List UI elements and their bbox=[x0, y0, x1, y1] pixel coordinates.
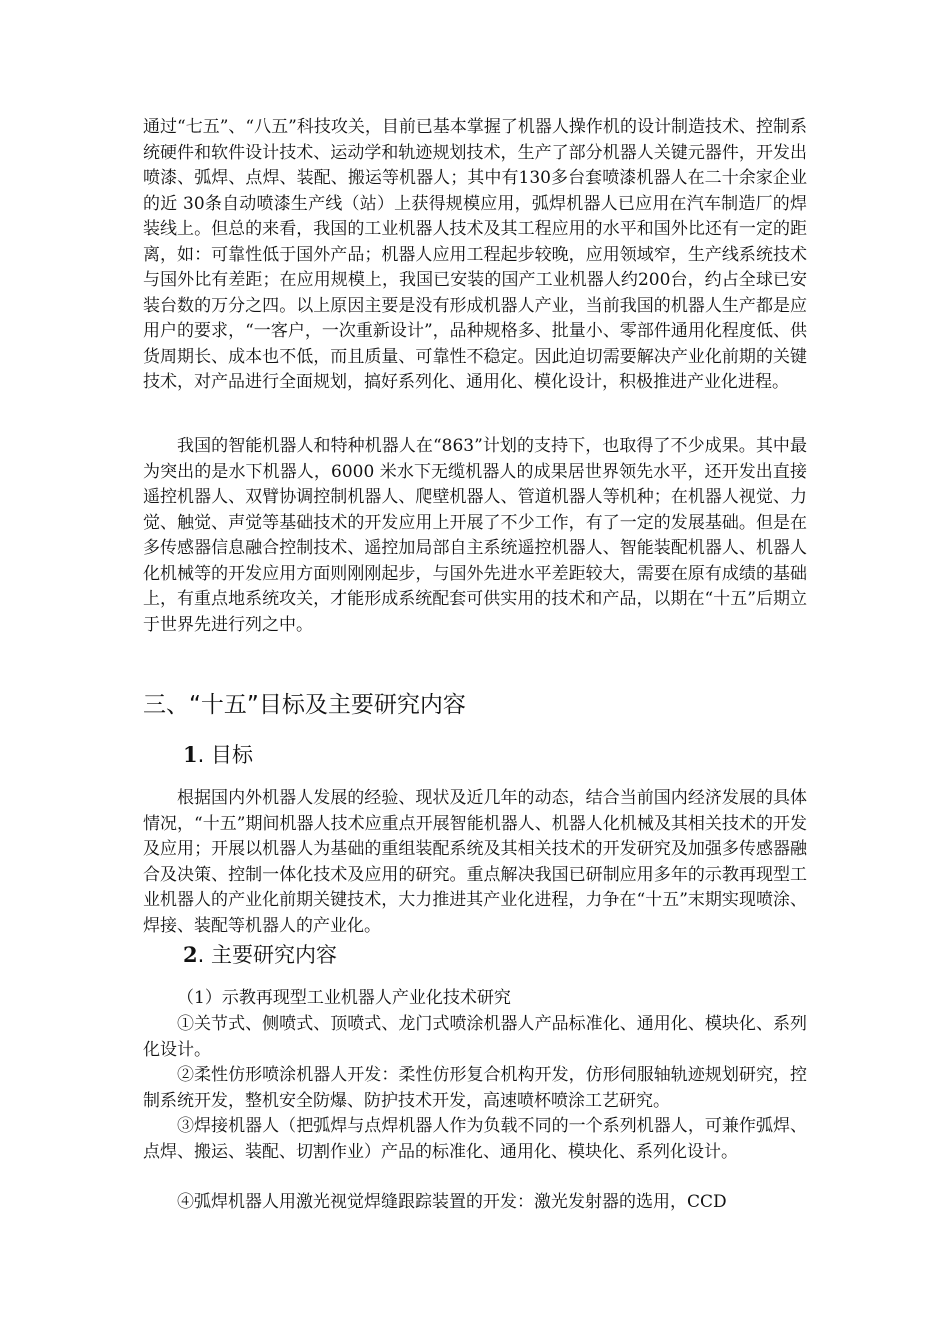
paragraph-industrial-robot-status: 通过“七五”、“八五”科技攻关，目前已基本掌握了机器人操作机的设计制造技术、控制系统硬件和软件设计技术、运动学和轨迹规划技术，生产了部分机器人关键元器件，开发出喷漆、弧焊、点焊、装配、搬运等机器人；其中有130多台套喷漆机器人在二十余家企业的近 30条自动喷漆生产线（站）上获得规模应用，弧焊机器人已应用在汽车制造厂的焊装线上。但总的来看，我国的工业机器人技术及其工程应用的水平和国外比还有一定的距离，如：可靠性低于国外产品；机器人应用工程起步较晚，应用领域窄，生产线系统技术与国外比有差距；在应用规模上，我国已安装的国产工业机器人约200台，约占全球已安装台数的万分之四。以上原因主要是没有形成机器人产业，当前我国的机器人生产都是应用户的要求，“一客户，一次重新设计”，品种规格多、批量小、零部件通用化程度低、供货周期长、成本也不低，而且质量、可靠性不稳定。因此迫切需要解决产业化前期的关键技术，对产品进行全面规划，搞好系列化、通用化、模化设计，积极推进产业化进程。 bbox=[143, 117, 807, 392]
list-item-flexible-spray-robot: ②柔性仿形喷涂机器人开发：柔性仿形复合机构开发，仿形伺服轴轨迹规划研究，控制系统开发，整机安全防爆、防护技术开发，高速喷杯喷涂工艺研究。 bbox=[143, 1065, 807, 1111]
list-item-laser-seam-tracking: ④弧焊机器人用激光视觉焊缝跟踪装置的开发：激光发射器的选用，CCD bbox=[177, 1192, 727, 1212]
subheading-main-research-text: . 主要研究内容 bbox=[197, 943, 337, 967]
list-title-teach-playback-robot: （1）示教再现型工业机器人产业化技术研究 bbox=[177, 988, 511, 1008]
paragraph-intelligent-robots: 我国的智能机器人和特种机器人在“863”计划的支持下，也取得了不少成果。其中最为突出的是水下机器人，6000 米水下无缆机器人的成果居世界领先水平，还开发出直接遥控机器人、双臂协调控制机器人、爬壁机器人、管道机器人等机种；在机器人视觉、力觉、触觉、声觉等基础技术的开发应用上开展了不少工作，有了一定的发展基础。但是在多传感器信息融合控制技术、遥控加局部自主系统遥控机器人、智能装配机器人、机器人化机械等的开发应用方面则刚刚起步，与国外先进水平差距较大，需要在原有成绩的基础上，有重点地系统攻关，才能形成系统配套可供实用的技术和产品，以期在“十五”后期立于世界先进行列之中。 bbox=[143, 436, 807, 635]
subheading-goals-number: 1 bbox=[183, 742, 198, 767]
list-item-spray-robot-standardization: ①关节式、侧喷式、顶喷式、龙门式喷涂机器人产品标准化、通用化、模块化、系列化设计。 bbox=[143, 1014, 807, 1060]
subheading-main-research-number: 2 bbox=[183, 942, 198, 967]
section-heading-goals-and-research: 三、“十五”目标及主要研究内容 bbox=[143, 692, 466, 718]
subheading-goals bbox=[183, 741, 253, 769]
subheading-goals-text: . 目标 bbox=[197, 743, 253, 767]
paragraph-goals: 根据国内外机器人发展的经验、现状及近几年的动态，结合当前国内经济发展的具体情况，“十五”期间机器人技术应重点开展智能机器人、机器人化机械及其相关技术的开发及应用；开展以机器人为基础的重组装配系统及其相关技术的开发研究及加强多传感器融合及决策、控制一体化技术及应用的研究。重点解决我国已研制应用多年的示教再现型工业机器人的产业化前期关键技术，大力推进其产业化进程，力争在“十五”末期实现喷涂、焊接、装配等机器人的产业化。 bbox=[143, 788, 807, 936]
list-item-welding-robot: ③焊接机器人（把弧焊与点焊机器人作为负载不同的一个系列机器人，可兼作弧焊、点焊、搬运、装配、切割作业）产品的标准化、通用化、模块化、系列化设计。 bbox=[143, 1116, 807, 1162]
subheading-main-research bbox=[183, 941, 337, 969]
